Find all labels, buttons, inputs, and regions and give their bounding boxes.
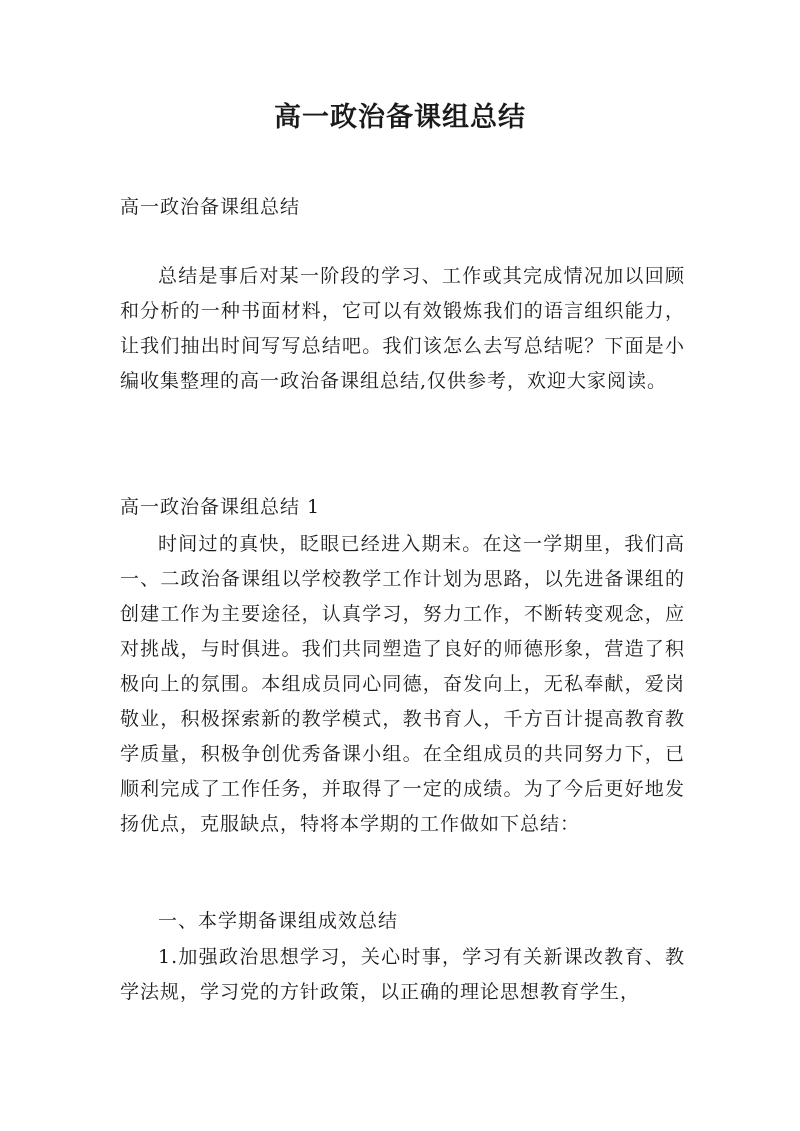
intro-paragraph: 总结是事后对某一阶段的学习、工作或其完成情况加以回顾和分析的一种书面材料，它可以有效锻炼我们的语言组织能力，让我们抽出时间写写总结吧。我们该怎么去写总结呢？下面是小编收集整理的高一政治备课组总结,仅供参考，欢迎大家阅读。	[120, 265, 685, 392]
document-title: 高一政治备课组总结	[274, 102, 526, 133]
section-paragraph: 时间过的真快，眨眼已经进入期末。在这一学期里，我们高一、二政治备课组以学校教学工作计划为思路，以先进备课组的创建工作为主要途径，认真学习，努力工作，不断转变观念，应对挑战，与时俱进。我们共同塑造了良好的师德形象，营造了积极向上的氛围。本组成员同心同德，奋发向上，无私奉献，爱岗敬业，积极探索新的教学模式，教书育人，千方百计提高教育教学质量，积极争创优秀备课小组。在全组成员的共同努力下，已顺利完成了工作任务，并取得了一定的成绩。为了今后更好地发扬优点，克服缺点，特将本学期的工作做如下总结：	[120, 533, 685, 835]
section-heading: 高一政治备课组总结 1	[120, 496, 321, 518]
document-subtitle: 高一政治备课组总结	[120, 196, 301, 218]
item-heading: 一、本学期备课组成效总结	[158, 910, 399, 932]
item-paragraph: 1.加强政治思想学习，关心时事，学习有关新课改教育、教学法规，学习党的方针政策，以正确的理论思想教育学生，	[120, 946, 685, 1003]
